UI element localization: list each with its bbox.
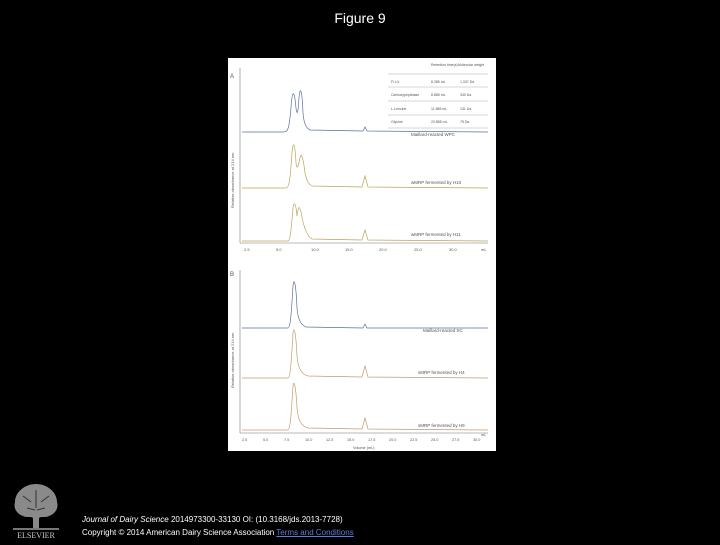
x-tick: 27.5 — [452, 438, 460, 442]
table-header-mw: Molecular weight — [458, 63, 485, 67]
x-tick: 12.5 — [326, 438, 334, 442]
figure-image — [228, 58, 496, 451]
doi-text: 2014973300-33130 OI: (10.3168/jds.2013-7728) — [168, 515, 343, 524]
table-cell: 340 Da — [460, 93, 472, 97]
table-cell: 11.885 mL — [431, 107, 448, 111]
panel-b-letter: B — [230, 272, 235, 278]
trace-label-wpc: Maillard-reacted WPC — [411, 132, 456, 137]
table-cell: 131 Da — [460, 107, 472, 111]
trace-label-sc: Maillard-reacted SC — [423, 328, 463, 333]
panel-b-x-ticks — [242, 433, 486, 442]
table-cell: Carboxypeptidase — [391, 93, 420, 97]
trace-wpc — [242, 91, 488, 132]
citation-line — [82, 513, 354, 526]
x-tick: 2.5 — [244, 247, 250, 252]
copyright-text: Copyright © 2014 American Dairy Science Association — [82, 528, 275, 537]
chromatogram-figure — [228, 58, 496, 451]
table-cell: Fl.L/L — [391, 80, 400, 84]
publisher-name: ELSEVIER — [17, 531, 55, 540]
terms-and-conditions-link[interactable]: Terms and Conditions — [276, 528, 354, 537]
citation-block — [82, 513, 354, 539]
table-cell: 8.885 mL — [431, 93, 446, 97]
elsevier-logo — [5, 478, 67, 540]
panel-b-y-label: Relative absorbance at 214 nm — [230, 332, 235, 388]
table-header-retention: Retention time(s) — [431, 63, 458, 67]
panel-a-y-label: Relative absorbance at 214 nm — [230, 152, 235, 208]
x-tick: 25.0 — [431, 438, 439, 442]
trace-label-h10: wMRP fermented by H10 — [411, 180, 462, 185]
x-tick: 30.0 — [473, 438, 481, 442]
x-tick: 10.0 — [311, 247, 319, 252]
x-tick: 30.0 — [449, 247, 457, 252]
molecular-weight-table — [388, 63, 488, 128]
panel-a-x-ticks — [244, 247, 487, 252]
trace-sc — [242, 282, 488, 328]
journal-name: Journal of Dairy Science — [82, 515, 169, 524]
x-unit: mL — [481, 433, 487, 437]
table-cell: 8.385 mL — [431, 80, 446, 84]
slide-title: Figure 9 — [334, 10, 386, 26]
table-cell: 20.885 mL — [431, 120, 448, 124]
x-tick: 22.5 — [410, 438, 418, 442]
table-cell: 1,337 Da — [460, 80, 475, 84]
table-cell: L-Leucine — [391, 107, 407, 111]
x-tick: 25.0 — [414, 247, 422, 252]
x-tick: 10.0 — [305, 438, 313, 442]
x-tick: 20.0 — [389, 438, 397, 442]
elsevier-tree-icon — [5, 478, 67, 540]
x-tick: 17.5 — [368, 438, 376, 442]
table-cell: 75 Da — [460, 120, 470, 124]
x-tick: 7.5 — [284, 438, 290, 442]
x-tick: 2.5 — [242, 438, 248, 442]
trace-label-h4: sMRP fermented by H4 — [418, 370, 465, 375]
trace-label-h9: sMRP fermented by H9 — [418, 423, 465, 428]
panel-b-x-label: Volume (mL) — [353, 446, 375, 450]
x-tick: 5.0 — [276, 247, 282, 252]
panel-a-letter: A — [230, 74, 235, 80]
x-tick: 15.0 — [345, 247, 353, 252]
x-unit: mL — [481, 247, 487, 252]
copyright-line — [82, 526, 354, 539]
trace-label-h11: wMRP fermented by H11 — [411, 232, 461, 237]
x-tick: 15.0 — [347, 438, 355, 442]
x-tick: 5.0 — [263, 438, 269, 442]
x-tick: 20.0 — [379, 247, 387, 252]
table-cell: Glycine — [391, 120, 403, 124]
